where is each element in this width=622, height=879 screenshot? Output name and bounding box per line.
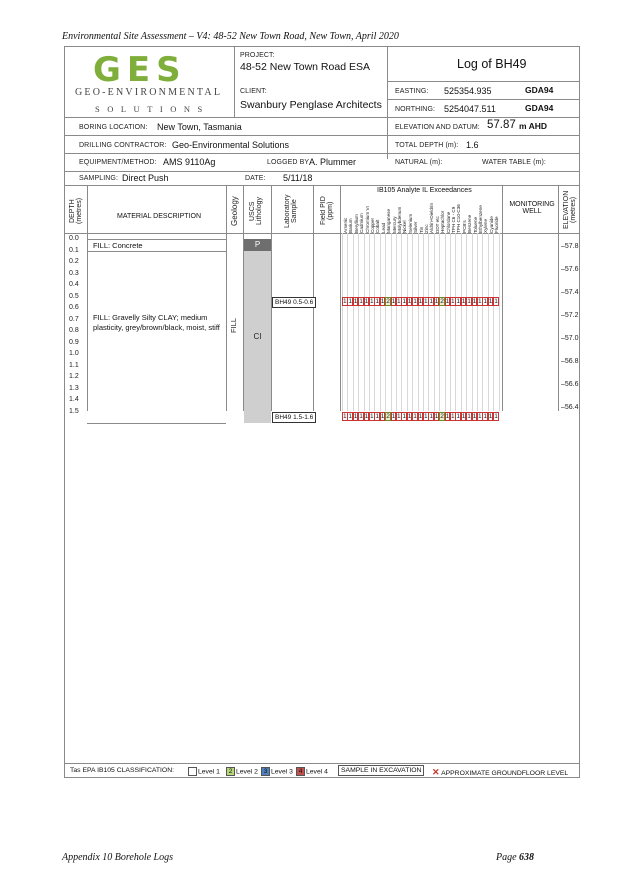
analyte-name: Aldrin+Dieldrin bbox=[429, 202, 435, 233]
analyte-name: Cobalt bbox=[375, 219, 381, 233]
cross-icon: ✕ bbox=[432, 767, 440, 777]
analyte-grid-line bbox=[477, 233, 478, 411]
analyte-grid-line bbox=[369, 233, 370, 411]
analyte-grid-line bbox=[493, 233, 494, 411]
analyte-name: Mercury bbox=[391, 216, 397, 233]
depth-tick-label: 1.4 bbox=[69, 396, 79, 403]
analyte-level-cell: 1 bbox=[478, 298, 482, 306]
analyte-level-cell: 1 bbox=[451, 413, 455, 421]
analyte-level-cell: 1 bbox=[488, 298, 493, 306]
analyte-name: Nickel bbox=[402, 220, 408, 233]
analyte-level-cell: 1 bbox=[461, 298, 466, 306]
depth-tick-label: 0.4 bbox=[69, 281, 79, 288]
analyte-grid-line bbox=[418, 233, 419, 411]
analyte-level-cell: 1 bbox=[472, 413, 477, 421]
analyte-level-cell: 1 bbox=[456, 298, 461, 306]
analyte-level-cell: 1 bbox=[353, 298, 358, 306]
analyte-level-cell: 1 bbox=[467, 413, 471, 421]
analyte-level-cell: 1 bbox=[391, 413, 396, 421]
log-base-line bbox=[87, 423, 226, 424]
easting-label: EASTING: bbox=[395, 88, 429, 95]
analyte-col-header: IB105 Analyte IL Exceedances bbox=[377, 187, 472, 194]
easting-datum: GDA94 bbox=[525, 85, 554, 95]
analyte-level-cell: 1 bbox=[445, 298, 450, 306]
analyte-grid-line bbox=[380, 233, 381, 411]
analyte-level-cell: 1 bbox=[424, 298, 428, 306]
layer-boundary bbox=[87, 239, 226, 240]
level3-swatch: 3 bbox=[261, 767, 270, 776]
analyte-level-cell: 1 bbox=[434, 298, 439, 306]
depth-tick-label: 1.0 bbox=[69, 350, 79, 357]
legend-level1: Level 1 bbox=[188, 767, 220, 776]
analyte-level-cell: 1 bbox=[353, 413, 358, 421]
elevation-tick-label: –57.8 bbox=[561, 243, 579, 251]
equipment-value: AMS 9110Ag bbox=[163, 157, 216, 167]
analyte-level-cell: 2 bbox=[440, 298, 444, 306]
depth-tick-label: 1.2 bbox=[69, 373, 79, 380]
uscs-code: P bbox=[254, 239, 261, 249]
analyte-grid-line bbox=[353, 233, 354, 411]
elevation-unit: m AHD bbox=[519, 121, 548, 131]
analyte-grid-line bbox=[455, 233, 456, 411]
analyte-grid-line bbox=[412, 233, 413, 411]
geology-fill-label: FILL bbox=[229, 317, 238, 333]
uscs-code: CI bbox=[253, 331, 262, 341]
analyte-level-cell: 1 bbox=[407, 298, 412, 306]
analyte-level-cell: 1 bbox=[397, 413, 401, 421]
analyte-name: Fluoride bbox=[494, 216, 500, 233]
depth-tick-label: 0.1 bbox=[69, 246, 79, 254]
analyte-name: Chlordane bbox=[445, 211, 451, 233]
total-depth-label: TOTAL DEPTH (m): bbox=[395, 142, 459, 149]
analyte-level-cell: 1 bbox=[370, 298, 374, 306]
analyte-level-cell: 2 bbox=[440, 413, 444, 421]
analyte-grid-line bbox=[472, 233, 473, 411]
analyte-name: Manganese bbox=[386, 208, 392, 233]
analyte-level-cell: 1 bbox=[407, 413, 412, 421]
elevation-tick-label: –57.6 bbox=[561, 266, 579, 274]
uscs-col-header: USCS Lithology bbox=[249, 196, 263, 226]
pid-col-header: Field PID (ppm) bbox=[320, 196, 334, 226]
level1-swatch bbox=[188, 767, 197, 776]
analyte-level-cell: 1 bbox=[343, 298, 347, 306]
elevation-tick-label: –56.8 bbox=[561, 358, 579, 366]
date-value: 5/11/18 bbox=[283, 173, 313, 183]
legend-level2: 2 Level 2 bbox=[226, 767, 258, 776]
analyte-name: Cadmium bbox=[359, 213, 365, 233]
sampling-label: SAMPLING: bbox=[79, 175, 119, 182]
legend-title: Tas EPA IB105 CLASSIFICATION: bbox=[70, 767, 175, 774]
analyte-name: Xylene bbox=[483, 218, 489, 233]
analyte-name: Barium bbox=[348, 218, 354, 233]
analyte-level-cell: 1 bbox=[402, 298, 407, 306]
analyte-name: Lead bbox=[380, 222, 386, 233]
date-label: DATE: bbox=[245, 175, 266, 182]
analyte-grid-line bbox=[407, 233, 408, 411]
analyte-level-cell: 1 bbox=[359, 298, 363, 306]
analyte-name: Zinc bbox=[424, 224, 429, 233]
analyte-level-cell: 1 bbox=[343, 413, 347, 421]
analyte-grid-line bbox=[466, 233, 467, 411]
analyte-level-cell: 1 bbox=[380, 413, 385, 421]
analyte-name: Ethylbenzene bbox=[478, 205, 483, 233]
client-name: Swanbury Penglase Architects bbox=[240, 99, 382, 111]
analyte-level-cell: 1 bbox=[424, 413, 428, 421]
layer-boundary bbox=[87, 251, 226, 252]
layer-description: FILL: Gravelly Silty CLAY; medium plasticity, grey/brown/black, moist, stiff bbox=[93, 312, 220, 332]
logged-by-value: A. Plummer bbox=[309, 157, 357, 167]
analyte-grid-line bbox=[439, 233, 440, 411]
analyte-level-cell: 1 bbox=[380, 298, 385, 306]
analyte-grid-line bbox=[358, 233, 359, 411]
logged-by-label: LOGGED BY bbox=[267, 159, 310, 166]
running-header: Environmental Site Assessment – V4: 48-52 New Town Road, New Town, April 2020 bbox=[62, 31, 399, 42]
depth-tick-label: 0.5 bbox=[69, 292, 79, 300]
analyte-name: Heptachlor bbox=[440, 210, 446, 233]
analyte-name: PCB's bbox=[461, 220, 467, 233]
analyte-name: Cyanide bbox=[488, 216, 494, 233]
analyte-grid-line bbox=[364, 233, 365, 411]
boring-location-value: New Town, Tasmania bbox=[157, 122, 242, 132]
elevation-tick-label: –57.4 bbox=[561, 289, 579, 297]
analyte-level-cell: 1 bbox=[456, 413, 461, 421]
analyte-grid-line bbox=[482, 233, 483, 411]
total-depth-value: 1.6 bbox=[466, 140, 479, 150]
footer-left: Appendix 10 Borehole Logs bbox=[62, 852, 174, 863]
analyte-level-cell: 1 bbox=[429, 298, 434, 306]
analyte-grid-line bbox=[342, 233, 343, 411]
analyte-level-cell: 1 bbox=[451, 298, 455, 306]
drilling-contractor-value: Geo-Environmental Solutions bbox=[172, 140, 290, 150]
analyte-name: Arsenic bbox=[343, 217, 348, 233]
depth-tick-label: 0.2 bbox=[69, 258, 79, 265]
level2-swatch: 2 bbox=[226, 767, 235, 776]
analyte-grid-line bbox=[461, 233, 462, 411]
analyte-level-cell: 1 bbox=[370, 413, 374, 421]
analyte-level-cell: 1 bbox=[467, 298, 471, 306]
analyte-level-cell: 1 bbox=[375, 298, 380, 306]
analyte-level-cell: 1 bbox=[483, 413, 488, 421]
depth-col-header: DEPTH (metres) bbox=[69, 197, 83, 225]
analyte-level-cell: 1 bbox=[348, 298, 353, 306]
analyte-level-cell: 2 bbox=[386, 413, 390, 421]
analyte-level-cell: 1 bbox=[494, 413, 498, 421]
analyte-grid-line bbox=[434, 233, 435, 411]
analyte-level-cell: 1 bbox=[391, 298, 396, 306]
easting-value: 525354.935 bbox=[444, 86, 492, 96]
analyte-grid-line bbox=[428, 233, 429, 411]
logo-tagline-1: GEO-ENVIRONMENTAL bbox=[75, 87, 223, 98]
client-label: CLIENT: bbox=[240, 88, 267, 95]
footer-page: Page 638 bbox=[496, 852, 535, 863]
analyte-level-cell: 1 bbox=[364, 298, 369, 306]
northing-label: NORTHING: bbox=[395, 106, 436, 113]
depth-tick-label: 0.3 bbox=[69, 269, 79, 277]
depth-tick-label: 1.5 bbox=[69, 407, 79, 415]
analyte-level-cell: 1 bbox=[488, 413, 493, 421]
analyte-name: DDT etc bbox=[434, 216, 440, 233]
analyte-level-cell: 1 bbox=[483, 298, 488, 306]
analyte-grid-line bbox=[347, 233, 348, 411]
analyte-level-cell: 1 bbox=[418, 298, 423, 306]
analyte-grid-line bbox=[401, 233, 402, 411]
analyte-grid-line bbox=[374, 233, 375, 411]
analyte-grid-line bbox=[499, 233, 500, 411]
lab-col-header: Laboratory Sample bbox=[284, 194, 298, 228]
legend-level4: 4 Level 4 bbox=[296, 767, 328, 776]
analyte-grid-line bbox=[450, 233, 451, 411]
logo-tagline-2: SOLUTIONS bbox=[95, 104, 210, 114]
classification-legend bbox=[64, 763, 580, 777]
analyte-grid-line bbox=[396, 233, 397, 411]
analyte-name: Molybdenum bbox=[397, 206, 402, 233]
project-name: 48-52 New Town Road ESA bbox=[240, 61, 370, 73]
log-title: Log of BH49 bbox=[457, 57, 527, 71]
sample-in-excavation: SAMPLE IN EXCAVATION bbox=[338, 765, 424, 776]
analyte-name: Toluene bbox=[472, 216, 478, 233]
analyte-level-cell: 1 bbox=[375, 413, 380, 421]
natural-label: NATURAL (m): bbox=[395, 159, 443, 166]
equipment-label: EQUIPMENT/METHOD: bbox=[79, 159, 157, 166]
analyte-name: TPH C10-C36 bbox=[456, 204, 462, 233]
analyte-level-cell: 1 bbox=[413, 413, 417, 421]
boring-location-label: BORING LOCATION: bbox=[79, 124, 148, 131]
elevation-tick-label: –57.2 bbox=[561, 312, 579, 320]
analyte-name: Benzene bbox=[467, 214, 473, 233]
project-label: PROJECT: bbox=[240, 52, 275, 59]
analyte-grid-line bbox=[391, 233, 392, 411]
analyte-level-cell: 1 bbox=[434, 413, 439, 421]
level4-swatch: 4 bbox=[296, 767, 305, 776]
depth-tick-label: 0.9 bbox=[69, 338, 79, 346]
elevation-tick-label: –56.4 bbox=[561, 404, 579, 412]
analyte-name: Beryllium bbox=[353, 214, 359, 233]
material-col-header: MATERIAL DESCRIPTION bbox=[117, 213, 202, 220]
depth-tick-label: 1.3 bbox=[69, 384, 79, 392]
analyte-level-cell: 1 bbox=[413, 298, 417, 306]
elevation-tick-label: –57.0 bbox=[561, 335, 579, 343]
elevation-tick-label: –56.6 bbox=[561, 381, 579, 389]
analyte-level-cell: 1 bbox=[478, 413, 482, 421]
depth-tick-label: 0.0 bbox=[69, 235, 79, 242]
geology-col-header: Geology bbox=[230, 196, 239, 226]
analyte-level-cell: 2 bbox=[386, 298, 390, 306]
elevation-value: 57.87 bbox=[487, 119, 516, 131]
svg-text:GES: GES bbox=[93, 53, 187, 85]
analyte-level-cell: 1 bbox=[429, 413, 434, 421]
lab-sample-label: BH49 1.5-1.6 bbox=[272, 412, 316, 423]
legend-groundfloor: ✕ APPROXIMATE GROUNDFLOOR LEVEL bbox=[432, 767, 569, 777]
depth-tick-label: 0.8 bbox=[69, 327, 79, 334]
analyte-level-cell: 1 bbox=[472, 298, 477, 306]
lab-sample-label: BH49 0.5-0.6 bbox=[272, 297, 316, 308]
legend-level3: 3 Level 3 bbox=[261, 767, 293, 776]
analyte-level-cell: 1 bbox=[364, 413, 369, 421]
analyte-name: TPH C6 - C9 bbox=[451, 206, 456, 233]
northing-value: 5254047.511 bbox=[444, 104, 496, 114]
layer-description: FILL: Concrete bbox=[93, 241, 143, 250]
analyte-level-cell: 1 bbox=[402, 413, 407, 421]
analyte-level-cell: 1 bbox=[461, 413, 466, 421]
analyte-level-cell: 1 bbox=[494, 298, 498, 306]
analyte-level-cell: 1 bbox=[445, 413, 450, 421]
elevation-label: ELEVATION AND DATUM: bbox=[395, 124, 480, 131]
analyte-name: Copper bbox=[370, 217, 375, 233]
analyte-level-cell: 1 bbox=[348, 413, 353, 421]
analyte-name: Silver bbox=[413, 221, 419, 233]
northing-datum: GDA94 bbox=[525, 103, 554, 113]
borehole-log-sheet bbox=[64, 46, 580, 778]
analyte-name: Selenium bbox=[407, 213, 413, 233]
monitoring-col-header: MONITORING WELL bbox=[509, 201, 555, 215]
sampling-value: Direct Push bbox=[122, 173, 169, 183]
analyte-name: Chromium VI bbox=[364, 206, 370, 233]
analyte-level-cell: 1 bbox=[397, 298, 401, 306]
analyte-grid-line bbox=[385, 233, 386, 411]
analyte-name: Tin bbox=[418, 226, 424, 233]
depth-tick-label: 0.6 bbox=[69, 304, 79, 311]
depth-tick-label: 0.7 bbox=[69, 315, 79, 323]
water-table-label: WATER TABLE (m): bbox=[482, 159, 546, 166]
analyte-grid-line bbox=[423, 233, 424, 411]
elevation-col-header: ELEVATION (metres) bbox=[563, 190, 577, 230]
analyte-grid-line bbox=[488, 233, 489, 411]
analyte-grid-line bbox=[445, 233, 446, 411]
drilling-contractor-label: DRILLING CONTRACTOR: bbox=[79, 142, 167, 149]
ges-logo bbox=[93, 53, 213, 85]
analyte-level-cell: 1 bbox=[359, 413, 363, 421]
depth-tick-label: 1.1 bbox=[69, 361, 79, 369]
analyte-level-cell: 1 bbox=[418, 413, 423, 421]
